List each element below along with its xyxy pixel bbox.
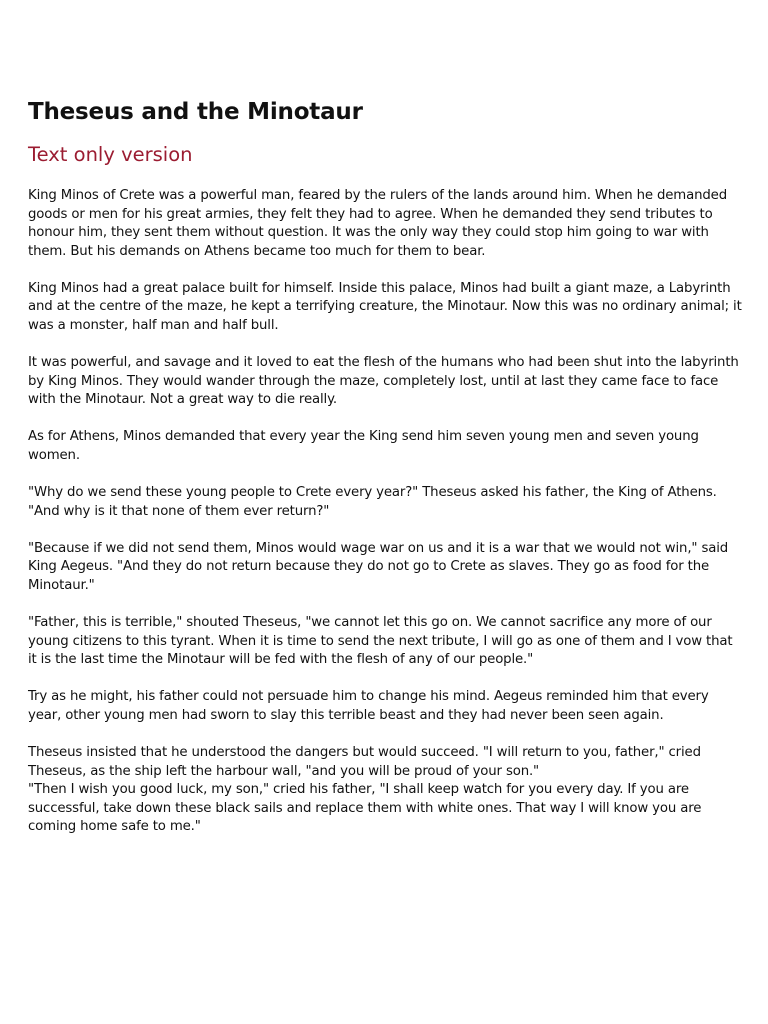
story-paragraph: "Why do we send these young people to Crete every year?" Theseus asked his father, the King of Athens. "And why is it that none of them ever return?"	[28, 485, 717, 519]
story-paragraph: It was powerful, and savage and it loved to eat the flesh of the humans who had been shut into the labyrinth by King Minos. They would wander through the maze, completely lost, until at last they came face to face with the Minotaur. Not a great way to die really.	[28, 355, 739, 408]
document-page	[28, 96, 742, 856]
story-paragraph: King Minos of Crete was a powerful man, feared by the rulers of the lands around him. When he demanded goods or men for his great armies, they felt they had to agree. When he demanded they send tributes to honour him, they sent them without question. It was the only way they could stop him going to war with them. But his demands on Athens became too much for them to bear.	[28, 188, 727, 259]
story-paragraph: "Because if we did not send them, Minos would wage war on us and it is a war that we would not win," said King Aegeus. "And they do not return because they do not go to Crete as slaves. They go as food for the Minotaur."	[28, 540, 729, 593]
story-paragraph: King Minos had a great palace built for himself. Inside this palace, Minos had built a giant maze, a Labyrinth and at the centre of the maze, he kept a terrifying creature, the Minotaur. Now this was no ordinary animal; it was a monster, half man and half bull.	[28, 280, 742, 334]
story-paragraph: Try as he might, his father could not persuade him to change his mind. Aegeus reminded him that every year, other young men had sworn to slay this terrible beast and they had never been seen again.	[28, 689, 709, 723]
page-subtitle: Text only version	[28, 143, 193, 166]
story-paragraph: Theseus insisted that he understood the dangers but would succeed. "I will return to you, father," cried Theseus, as the ship left the harbour wall, "and you will be proud of your son."	[28, 745, 701, 779]
story-paragraph: "Then I wish you good luck, my son," cried his father, "I shall keep watch for you every day. If you are successful, take down these black sails and replace them with white ones. That way I will know you are coming home safe to me."	[28, 782, 702, 835]
story-paragraph: "Father, this is terrible," shouted Theseus, "we cannot let this go on. We cannot sacrifice any more of our young citizens to this tyrant. When it is time to send the next tribute, I will go as one of them and I vow that it is the last time the Minotaur will be fed with the flesh of any of our people."	[28, 615, 733, 668]
story-paragraph: As for Athens, Minos demanded that every year the King send him seven young men and seven young women.	[28, 429, 699, 464]
page-title: Theseus and the Minotaur	[28, 99, 363, 125]
story-body	[28, 187, 742, 837]
